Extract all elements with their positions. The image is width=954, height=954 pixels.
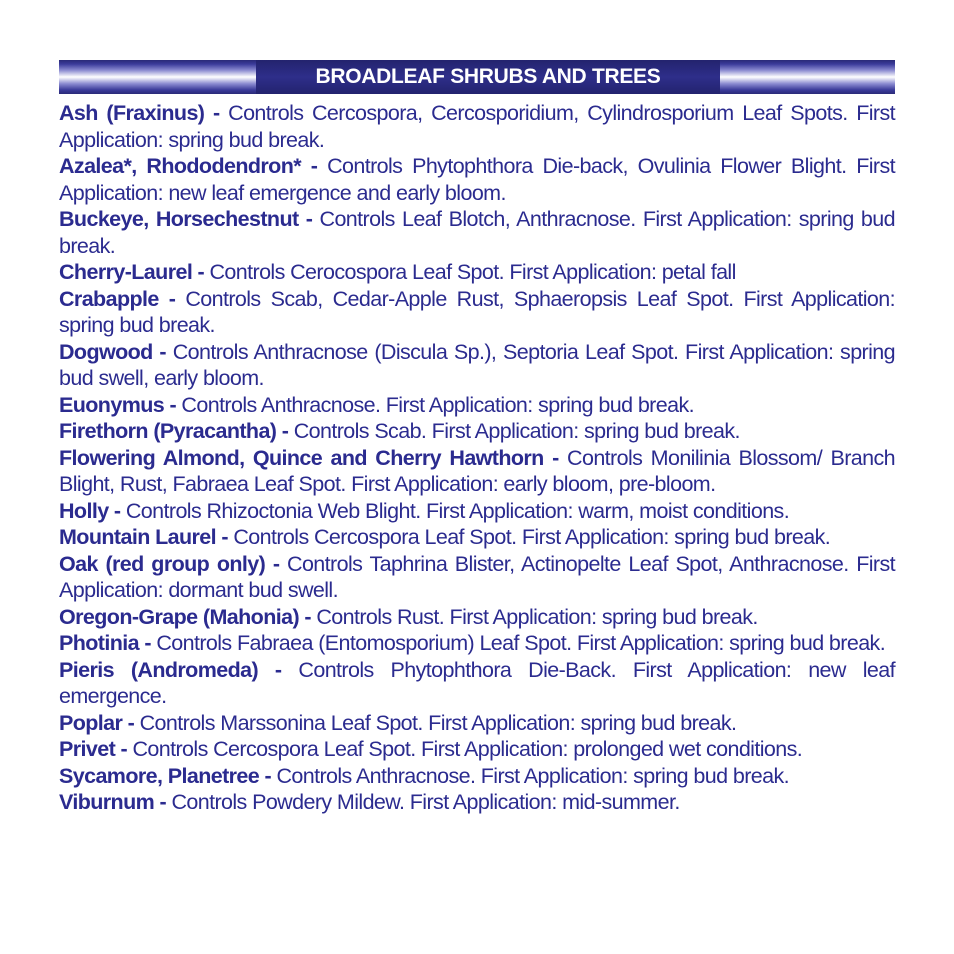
plant-description: Controls Scab, Cedar-Apple Rust, Sphaeropsis Leaf Spot. First Application: spring bud break. [59,286,896,337]
section-title: BROADLEAF SHRUBS AND TREES [256,60,720,94]
plant-name: Ash (Fraxinus) - [59,101,220,125]
plant-entry [59,763,895,790]
plant-name: Oregon-Grape (Mahonia) - [59,604,311,629]
plant-entry [59,286,895,339]
plant-entry [59,710,895,737]
plant-entry [59,100,895,153]
plant-name: Flowering Almond, Quince and Cherry Hawthorn - [59,445,559,470]
plant-entry [59,630,895,657]
plant-description: Controls Powdery Mildew. First Application: mid-summer. [171,790,680,814]
label-page [59,60,895,816]
plant-description: Controls Cerocospora Leaf Spot. First Application: petal fall [209,260,736,284]
plant-description: Controls Monilinia Blossom/ Branch Blight, Rust, Fabraea Leaf Spot. First Application: early bloom, pre-bloom. [59,445,895,496]
plant-entry [59,259,895,286]
section-header [59,60,895,94]
header-gradient-band-left [59,60,256,94]
plant-name: Privet - [59,737,128,761]
plant-name: Firethorn (Pyracantha) - [59,419,289,443]
plant-entry [59,524,895,551]
plant-entry [59,657,895,710]
plant-name: Dogwood - [59,339,166,364]
plant-name: Pieris (Andromeda) - [59,657,282,682]
plant-name: Cherry-Laurel - [59,260,205,284]
plant-description: Controls Anthracnose. First Application: spring bud break. [181,392,694,417]
plant-description: Controls Rhizoctonia Web Blight. First Application: warm, moist conditions. [125,498,790,523]
plant-description: Controls Marssonina Leaf Spot. First Application: spring bud break. [139,710,737,735]
plant-description: Controls Cercospora Leaf Spot. First Application: prolonged wet conditions. [132,737,803,761]
plant-entry [59,604,895,631]
plant-description: Controls Scab. First Application: spring bud break. [293,419,740,443]
plant-entry [59,153,895,206]
plant-description: Controls Cercospora, Cercosporidium, Cylindrosporium Leaf Spots. First Application: spring bud break. [59,101,895,152]
plant-name: Azalea*, Rhododendron* - [59,154,318,178]
header-gradient-band-right [720,60,895,94]
plant-entry [59,392,895,419]
plant-name: Photinia - [59,631,151,655]
plant-entry [59,789,895,816]
plant-entry [59,339,895,392]
plant-name: Poplar - [59,710,135,735]
plant-name: Oak (red group only) - [59,551,280,576]
plant-description: Controls Anthracnose (Discula Sp.), Septoria Leaf Spot. First Application: spring bud swell, early bloom. [59,339,896,390]
plant-description: Controls Fabraea (Entomosporium) Leaf Spot. First Application: spring bud break. [156,631,886,655]
plant-entry [59,418,895,445]
plant-entry [59,445,895,498]
plant-name: Buckeye, Horsechestnut - [59,207,313,231]
plant-entry [59,206,895,259]
plant-description: Controls Phytophthora Die-Back. First Application: new leaf emergence. [59,657,895,708]
plant-list [59,100,895,816]
plant-name: Euonymus - [59,392,177,417]
plant-entry [59,736,895,763]
plant-description: Controls Phytophthora Die-back, Ovulinia Flower Blight. First Application: new leaf emergence and early bloom. [59,154,896,205]
plant-name: Sycamore, Planetree - [59,763,272,788]
plant-description: Controls Leaf Blotch, Anthracnose. First Application: spring bud break. [59,207,895,258]
plant-description: Controls Anthracnose. First Application: spring bud break. [276,763,790,788]
plant-name: Viburnum - [59,790,167,814]
plant-description: Controls Cercospora Leaf Spot. First Application: spring bud break. [233,525,831,549]
plant-entry [59,551,895,604]
plant-description: Controls Rust. First Application: spring bud break. [316,604,758,629]
plant-description: Controls Taphrina Blister, Actinopelte Leaf Spot, Anthracnose. First Application: dormant bud swell. [59,551,895,602]
plant-name: Mountain Laurel - [59,525,228,549]
plant-entry [59,498,895,525]
plant-name: Crabapple - [59,286,176,311]
plant-name: Holly - [59,498,121,523]
